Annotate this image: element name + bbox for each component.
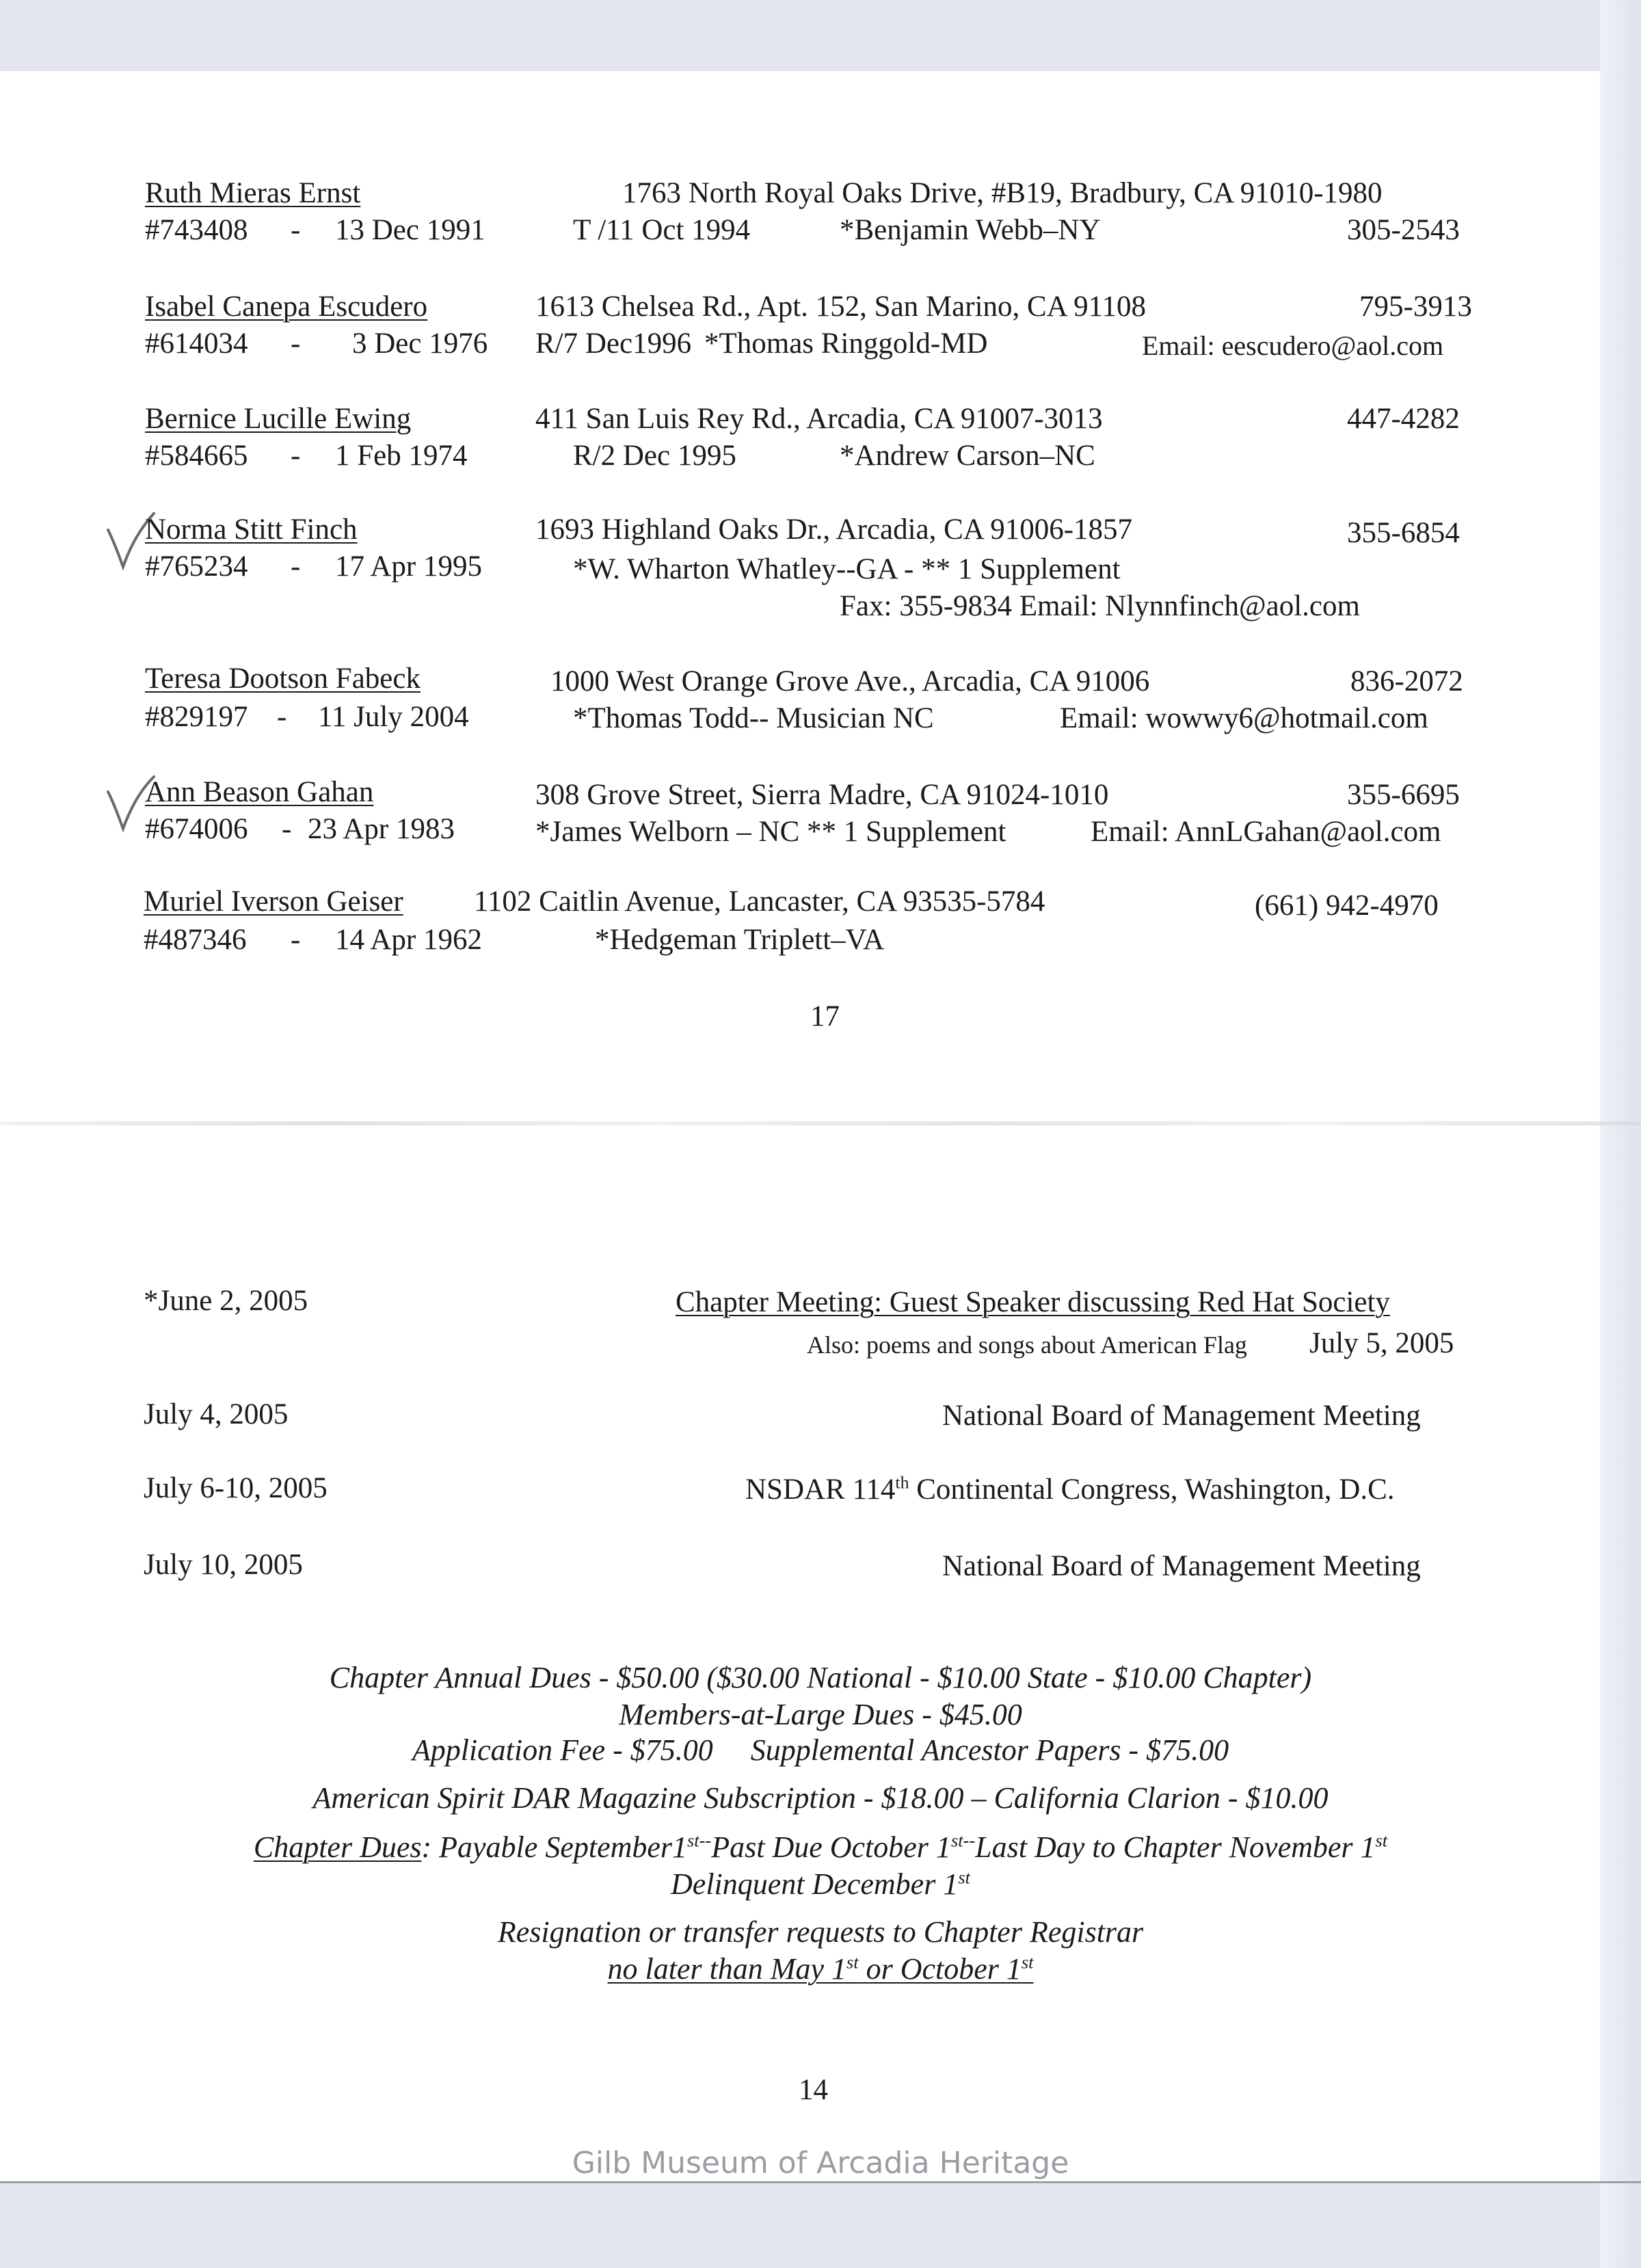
member-number: #743408 [145, 214, 248, 246]
member-name: Norma Stitt Finch [145, 513, 358, 546]
page-fold-line [0, 1121, 1641, 1125]
member-contact[interactable]: Fax: 355-9834 Email: Nlynnfinch@aol.com [840, 590, 1360, 622]
member-address: 1000 West Orange Grove Ave., Arcadia, CA 91006 [550, 665, 1150, 697]
scan-top-border [0, 0, 1641, 71]
page-number-top: 17 [810, 1000, 840, 1032]
member-email[interactable]: Email: wowwy6@hotmail.com [1060, 702, 1428, 734]
dues-schedule: Chapter Dues: Payable $September1^{st--}Past$ Due October $1^{st--}Last$ Day to Chapter November 1st [253, 1830, 1388, 1864]
watermark: Gilb Museum of Arcadia Heritage [572, 2146, 1069, 2180]
member-name: Ruth Mieras Ernst [145, 177, 361, 209]
member-date: 11 July 2004 [318, 701, 469, 733]
member-date: 3 Dec 1976 [352, 328, 488, 360]
member-address: 308 Grove Street, Sierra Madre, CA 91024-1010 [535, 779, 1109, 811]
event-date: *June 2, 2005 [144, 1285, 308, 1317]
dues-line: Members-at-Large Dues - $45.00 [619, 1698, 1022, 1731]
member-phone: 836-2072 [1350, 665, 1463, 697]
member-dash: - [291, 328, 301, 360]
member-phone: (661) 942-4970 [1255, 890, 1439, 922]
scan-bottom-border [0, 2183, 1641, 2268]
member-address: 1693 Highland Oaks Dr., Arcadia, CA 91006-1857 [535, 513, 1133, 546]
member-ancestor: *Benjamin Webb–NY [840, 214, 1101, 246]
dues-line: no later than May 1st or October 1st [607, 1951, 1034, 1986]
event-date: July 4, 2005 [144, 1398, 289, 1430]
member-address: 1613 Chelsea Rd., Apt. 152, San Marino, CA 91108 [535, 291, 1147, 323]
member-ancestor: *Andrew Carson–NC [840, 440, 1095, 472]
member-address: 411 San Luis Rey Rd., Arcadia, CA 91007-3013 [535, 403, 1103, 435]
member-name: Muriel Iverson Geiser [144, 885, 403, 918]
member-address: 1763 North Royal Oaks Drive, #B19, Bradbury, CA 91010-1980 [622, 177, 1383, 209]
member-dash: - [291, 214, 301, 246]
member-dash: - [291, 924, 301, 956]
dues-line: Delinquent December 1st [671, 1867, 970, 1901]
page-number-bottom: 14 [799, 2074, 828, 2106]
member-ancestor: *James Welborn – NC ** 1 Supplement [535, 816, 1006, 848]
dues-line: Resignation or transfer requests to Chapter Registrar [497, 1915, 1144, 1949]
member-dash: - [277, 701, 287, 733]
event-title: National Board of Management Meeting [942, 1550, 1421, 1582]
member-number: #674006 [145, 813, 248, 845]
footer-rule [0, 2181, 1641, 2183]
member-ancestor: *W. Wharton Whatley--GA - ** 1 Supplement [573, 553, 1121, 585]
member-number: #614034 [145, 328, 248, 360]
member-status: T /11 Oct 1994 [573, 214, 751, 246]
member-dash: - [291, 440, 301, 472]
member-phone: 795-3913 [1359, 291, 1472, 323]
member-name: Isabel Canepa Escudero [145, 291, 428, 323]
event-note-date: July 5, 2005 [1309, 1327, 1454, 1359]
member-ancestor: *Thomas Todd-- Musician NC [573, 702, 934, 734]
member-ancestor: *Thomas Ringgold-MD [704, 328, 988, 360]
member-name: Ann Beason Gahan [145, 776, 374, 808]
member-phone: 447-4282 [1347, 403, 1460, 435]
member-name: Teresa Dootson Fabeck [145, 663, 421, 695]
dues-line: American Spirit DAR Magazine Subscription - $18.00 – California Clarion - $10.00 [312, 1781, 1329, 1815]
member-dash: - [282, 813, 292, 845]
member-date: 1 Feb 1974 [335, 440, 468, 472]
member-number: #765234 [145, 550, 248, 583]
member-date: 14 Apr 1962 [335, 924, 482, 956]
member-phone: 355-6695 [1347, 779, 1460, 811]
member-email[interactable]: Email: eescudero@aol.com [1142, 330, 1444, 361]
dues-line: Application Fee - $75.00 Supplemental Ancestor Papers - $75.00 [412, 1733, 1229, 1767]
event-date: July 10, 2005 [144, 1549, 303, 1581]
event-date: July 6-10, 2005 [144, 1472, 328, 1504]
event-title: National Board of Management Meeting [942, 1400, 1421, 1432]
member-ancestor: *Hedgeman Triplett–VA [595, 924, 885, 956]
member-number: #584665 [145, 440, 248, 472]
member-dash: - [291, 550, 301, 583]
member-address: 1102 Caitlin Avenue, Lancaster, CA 93535-5784 [474, 885, 1045, 918]
dues-line: Chapter Annual Dues - $50.00 ($30.00 National - $10.00 State - $10.00 Chapter) [329, 1661, 1312, 1694]
member-status: R/2 Dec 1995 [573, 440, 736, 472]
event-title: Chapter Meeting: Guest Speaker discussing Red Hat Society [676, 1286, 1390, 1318]
member-name: Bernice Lucille Ewing [145, 403, 412, 435]
member-phone: 305-2543 [1347, 214, 1460, 246]
member-number: #829197 [145, 701, 248, 733]
member-number: #487346 [144, 924, 247, 956]
member-status: R/7 Dec1996 [535, 328, 692, 360]
member-phone: 355-6854 [1347, 517, 1460, 549]
event-note: Also: poems and songs about American Flag [807, 1331, 1247, 1359]
member-date: 13 Dec 1991 [335, 214, 485, 246]
member-date: 17 Apr 1995 [335, 550, 482, 583]
event-title: NSDAR 114th Continental Congress, Washington, D.C. [745, 1472, 1395, 1506]
member-date: 23 Apr 1983 [308, 813, 455, 845]
member-email[interactable]: Email: AnnLGahan@aol.com [1091, 816, 1441, 848]
